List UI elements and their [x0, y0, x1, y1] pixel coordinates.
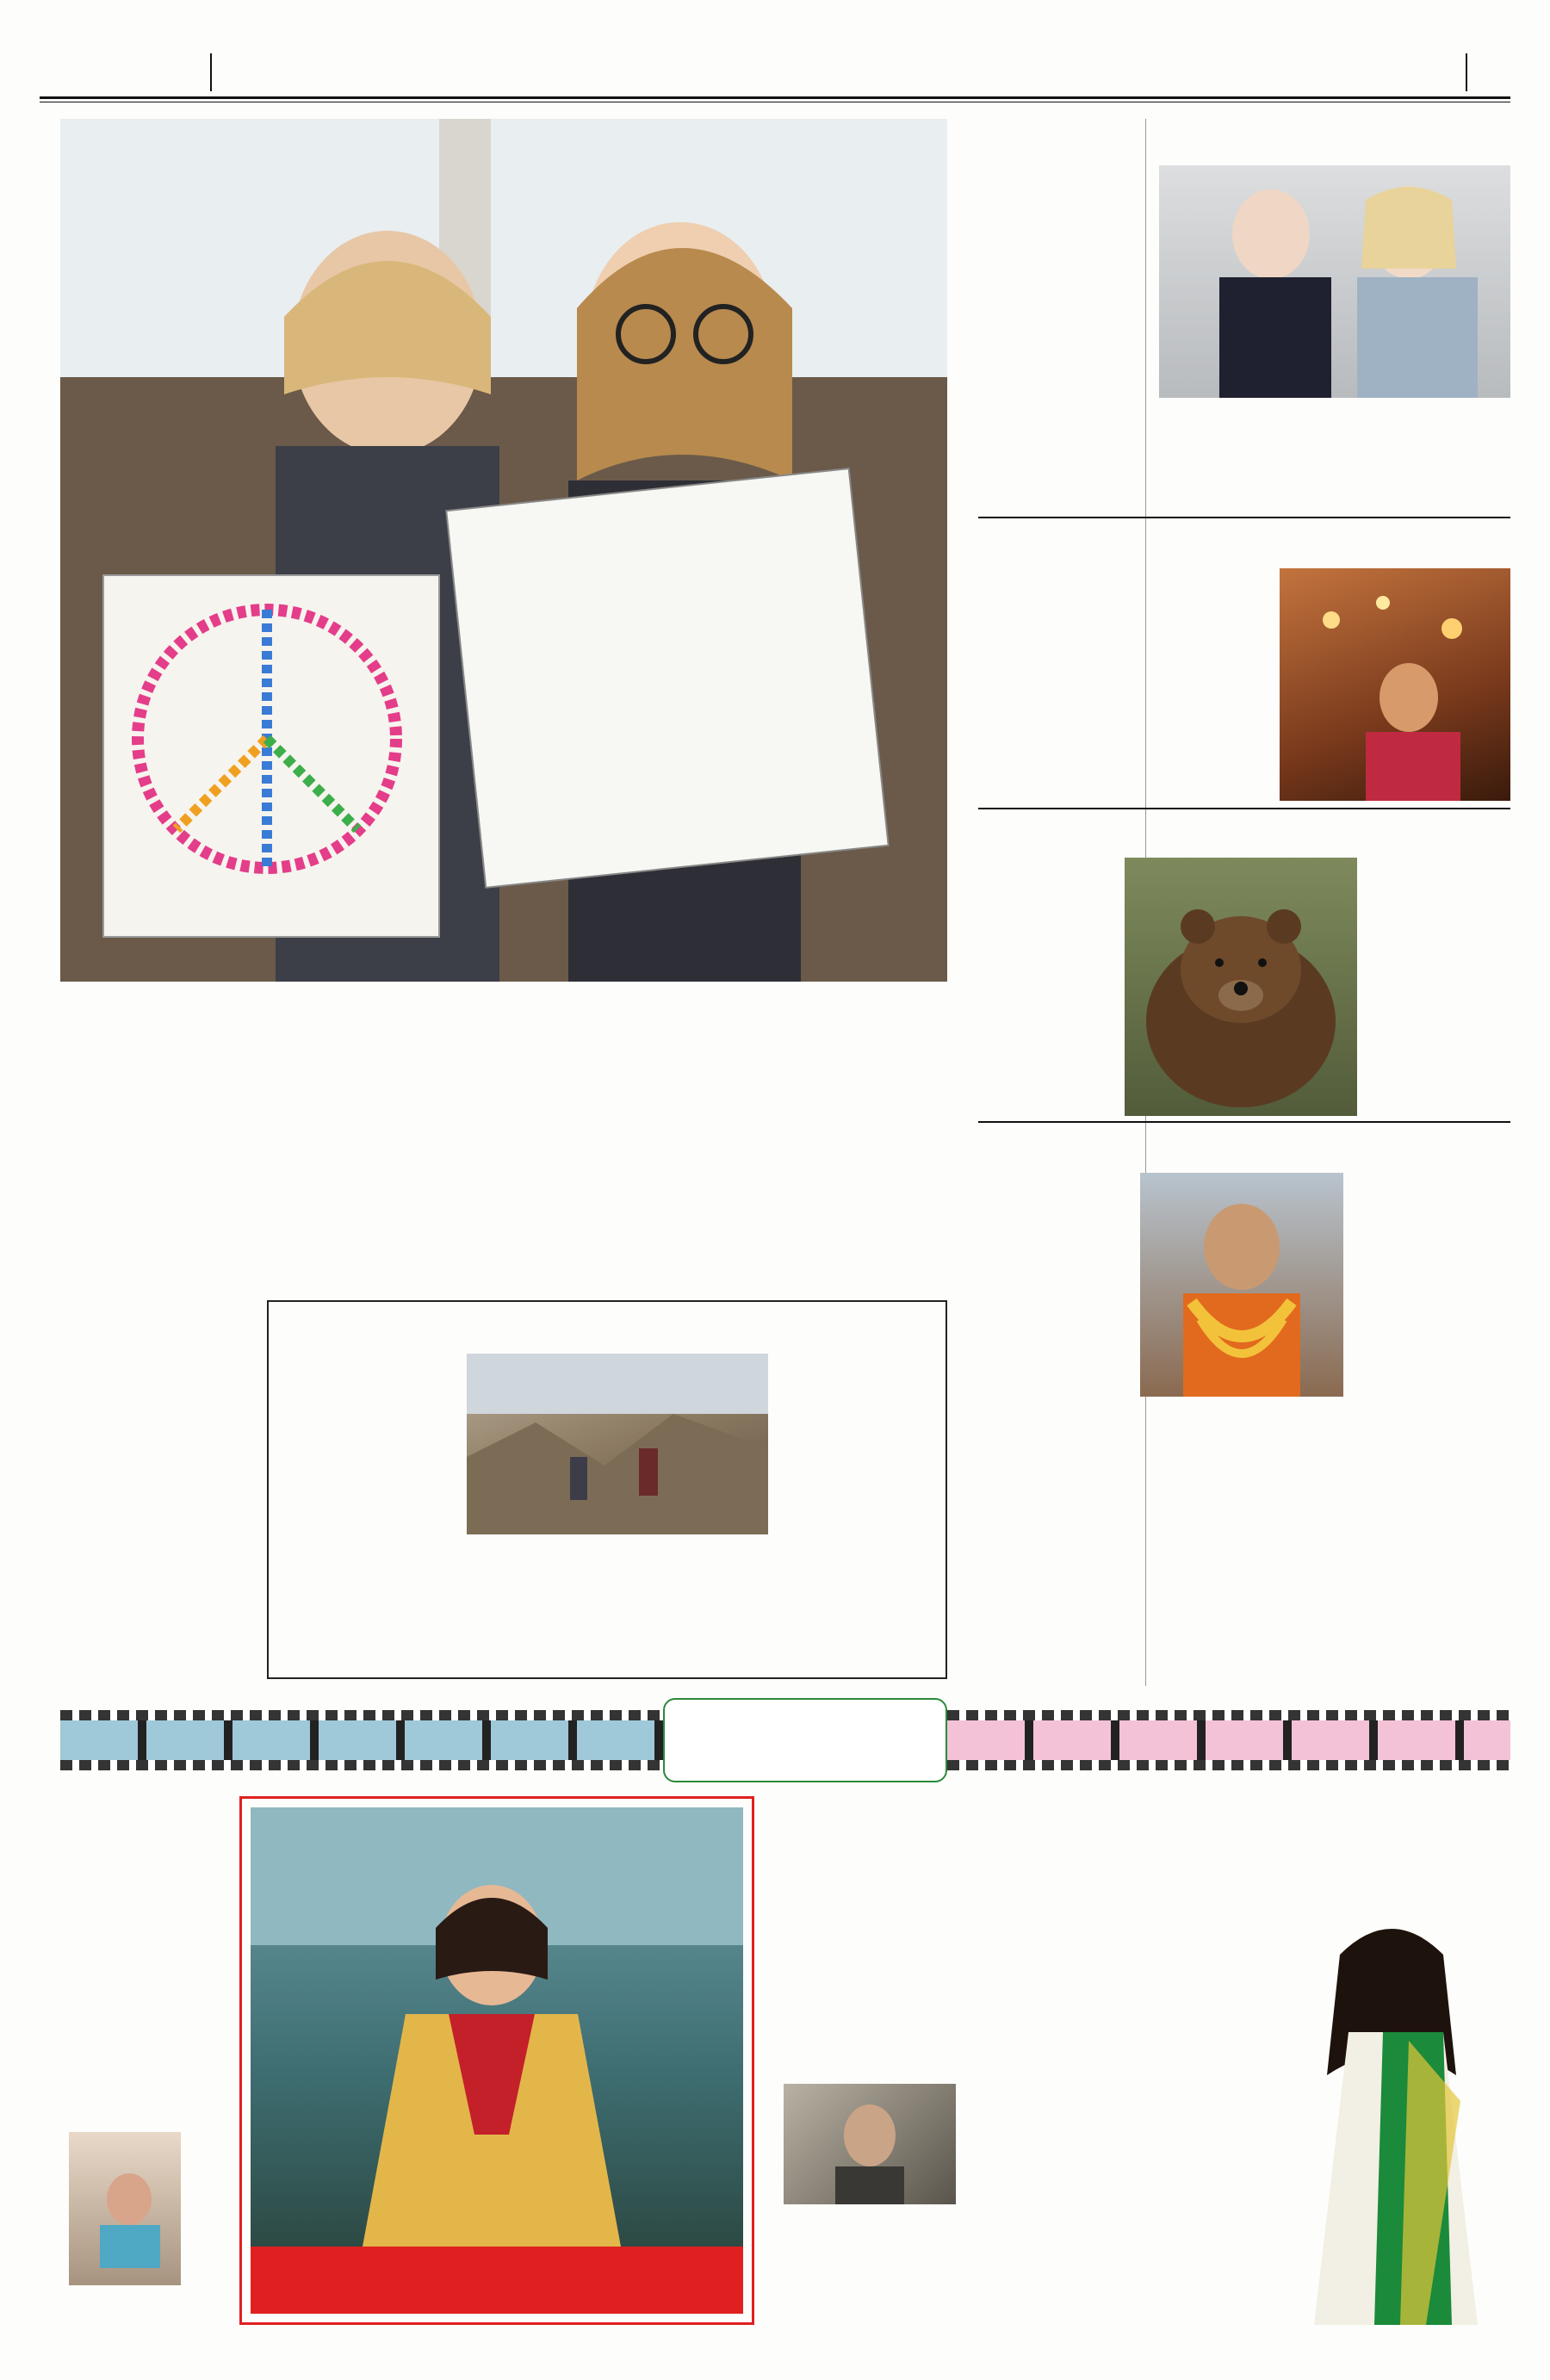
afghan-quake-body [60, 1416, 258, 1674]
rule-wedding [978, 517, 1510, 518]
film-frames-right [947, 1720, 1510, 1760]
murdoch-headline [978, 121, 1510, 160]
bear-headline [978, 813, 1510, 852]
sumona-illustration [1280, 1903, 1510, 2325]
rule-baba [978, 1121, 1510, 1123]
poster-title [69, 2132, 181, 2139]
bear-illustration [1125, 858, 1357, 1116]
festival-kicker [775, 1805, 964, 1836]
afghan-woman-headline [277, 1307, 940, 1345]
entertainment-banner [60, 1693, 1510, 1788]
bear-body-left [978, 858, 1116, 1116]
sumona-photo [1280, 1903, 1510, 2325]
rule-bear [978, 808, 1510, 809]
poster-illustration [69, 2139, 181, 2268]
gun-headline-2 [57, 1068, 952, 1125]
baba-headline [978, 1125, 1510, 1168]
marma-poster [69, 2132, 181, 2285]
shamima-photo [251, 1807, 743, 2247]
wedding-illustration [1280, 568, 1510, 801]
sumona-body [978, 1912, 1271, 2325]
baba-body-right [1352, 1173, 1510, 1681]
sign-policy [446, 468, 888, 888]
rubble-illustration [467, 1354, 768, 1534]
shamima-title-bar [251, 2247, 743, 2314]
header-rule [40, 96, 1510, 99]
logo[interactable] [40, 48, 203, 96]
header-divider [210, 53, 212, 91]
film-frames-left [60, 1720, 663, 1760]
afghan-woman-body-left [277, 1354, 458, 1672]
baba-illustration [1140, 1173, 1343, 1397]
protest-photo [60, 119, 947, 982]
shamima-illustration [251, 1807, 743, 2247]
festival-body [775, 1910, 964, 2079]
wedding-photo [1280, 568, 1510, 801]
couple-illustration [1159, 165, 1510, 398]
gun-body [60, 1135, 947, 1292]
sumona-headline-1 [978, 1796, 1510, 1851]
festival-headline [766, 1836, 973, 1905]
festival-body-2 [775, 2227, 964, 2327]
bear-body-right [1366, 858, 1510, 1116]
murdoch-body-right [1159, 405, 1510, 510]
wedding-body [978, 568, 1271, 801]
banner-title-box [663, 1698, 947, 1782]
sumona-headline-2 [978, 1851, 1510, 1903]
shamima-box [239, 1796, 754, 2325]
bear-photo [1125, 858, 1357, 1116]
masthead [40, 45, 1510, 96]
festival-photo [784, 2084, 956, 2204]
gun-headline-1 [57, 1011, 952, 1068]
wedding-headline [978, 522, 1510, 563]
marma-headline [57, 2290, 229, 2359]
quake-photo [467, 1354, 768, 1534]
mousumi-body [60, 1920, 229, 2127]
murdoch-photo [1159, 165, 1510, 398]
sign-peace [103, 575, 439, 937]
protest-illustration [60, 119, 947, 982]
header-divider-2 [1466, 53, 1467, 91]
festival-illustration [784, 2084, 956, 2204]
baba-body-bottom [1140, 1404, 1343, 1681]
baba-body-left [978, 1173, 1133, 1681]
afghan-woman-box [267, 1300, 947, 1679]
afghan-quake-headline [60, 1300, 258, 1412]
baba-photo [1140, 1173, 1343, 1397]
mousumi-headline [57, 1805, 229, 1917]
afghan-woman-body-right [777, 1354, 940, 1672]
murdoch-body-left [978, 165, 1150, 510]
